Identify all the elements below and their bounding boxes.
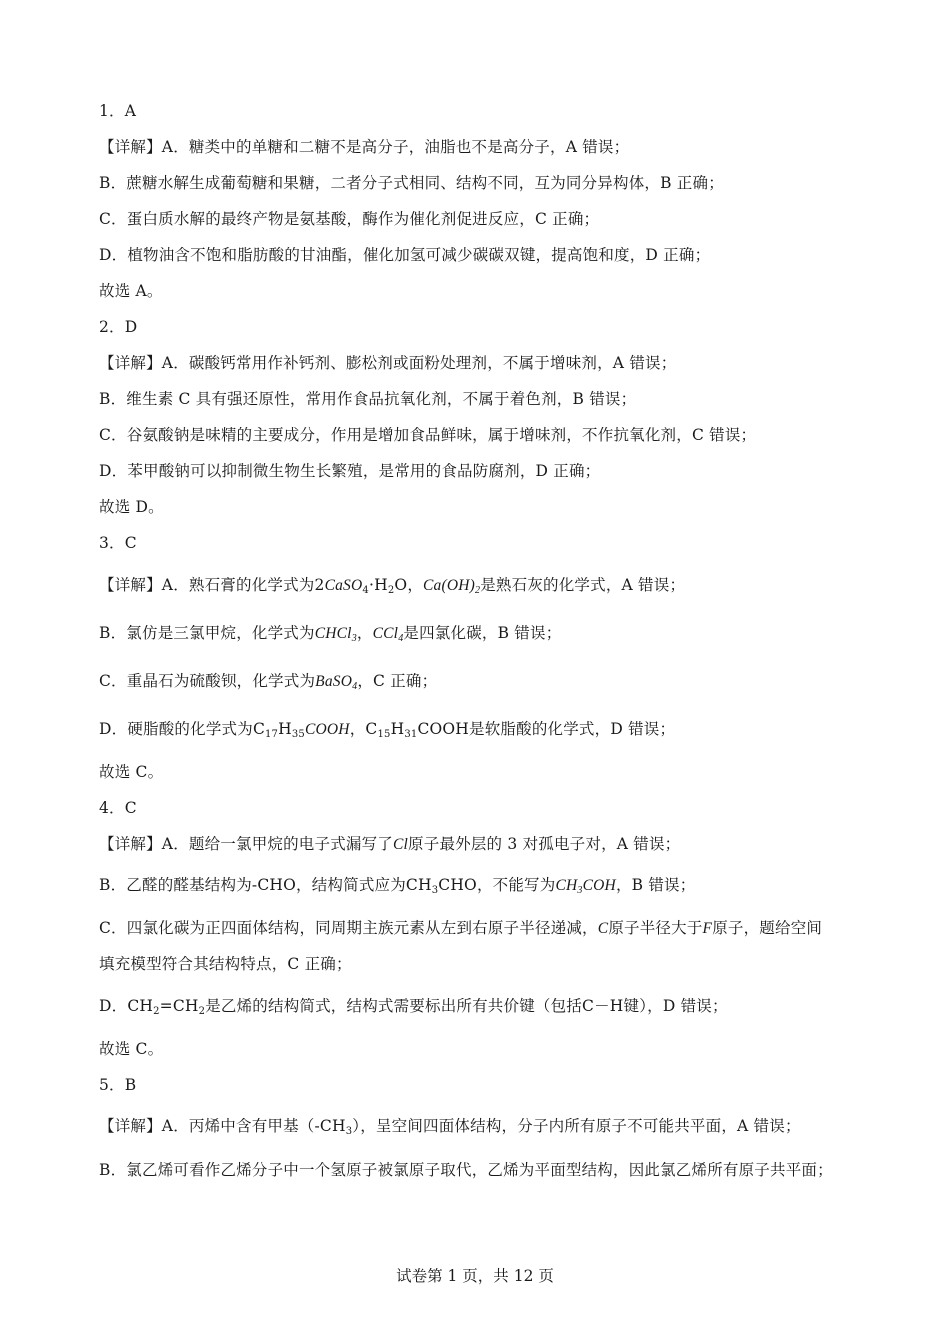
q3-conclusion: 故选 C。 [99, 763, 164, 781]
q4-option-c: C．四氯化碳为正四面体结构，同周期主族元素从左到右原子半径递减，C原子半径大于F原子，题给空间 [99, 919, 823, 937]
formula-baso4: BaSO$_4$ [315, 673, 358, 692]
formula-slaked-lime: $Ca(OH)_2$ [423, 577, 481, 596]
q3-option-d: D．硬脂酸的化学式为$C_{17}H_{35}COOH$，$C_{15}H_{31}COOH$是软脂酸的化学式，D 错误； [99, 720, 676, 740]
symbol-f: F [702, 920, 713, 937]
q2-option-b: B．维生素 C 具有强还原性，常用作食品抗氧化剂，不属于着色剂，B 错误； [99, 390, 637, 408]
q4-option-b: B．乙醛的醛基结构为-CHO，结构简式应为$CH_3CHO$，不能写为$CH_3COH$，B 错误； [99, 876, 696, 896]
q3-option-c: C．重晶石为硫酸钡，化学式为BaSO$_4$，C 正确； [99, 672, 438, 692]
q2-option-c: C．谷氨酸钠是味精的主要成分，作用是增加食品鲜味，属于增味剂，不作抗氧化剂，C 错误； [99, 426, 757, 444]
formula-stearic-acid: $C_{17}H_{35}COOH$ [252, 720, 350, 740]
symbol-c: C [597, 920, 609, 937]
q4-detail-a: 【详解】A．题给一氯甲烷的电子式漏写了Cl原子最外层的 3 对孤电子对，A 错误； [99, 835, 681, 853]
q4-number: 4．C [99, 799, 137, 817]
q3-a-text: 【详解】A．熟石膏的化学式为 [99, 576, 315, 594]
q1-option-c: C．蛋白质水解的最终产物是氨基酸，酶作为催化剂促进反应，C 正确； [99, 210, 600, 228]
q1-number: 1．A [99, 102, 137, 120]
q1-option-b: B．蔗糖水解生成葡萄糖和果糖，二者分子式相同、结构不同，互为同分异构体，B 正确； [99, 174, 724, 192]
q5-option-b: B．氯乙烯可看作乙烯分子中一个氢原子被氯原子取代，乙烯为平面型结构，因此氯乙烯所有原子共平面； [99, 1161, 833, 1179]
q3-detail-a: 【详解】A．熟石膏的化学式为$2CaSO_4\cdot H_2O$，$Ca(OH)_2$是熟石灰的化学式，A 错误； [99, 576, 686, 596]
bond-c-h: C－H [582, 997, 624, 1015]
formula-ccl4: CCl$_4$ [372, 625, 404, 644]
q2-conclusion: 故选 D。 [99, 498, 164, 516]
q1-conclusion: 故选 A。 [99, 282, 163, 300]
q2-detail-a: 【详解】A．碳酸钙常用作补钙剂、膨松剂或面粉处理剂，不属于增味剂，A 错误； [99, 354, 677, 372]
q3-number: 3．C [99, 534, 137, 552]
q4-option-c-cont: 填充模型符合其结构特点，C 正确； [99, 955, 352, 973]
formula-chloroform: CHCl$_3$ [314, 625, 357, 644]
q4-option-d: D．$CH_2=CH_2$是乙烯的结构简式，结构式需要标出所有共价键（包括C－H键），D 错误； [99, 997, 728, 1017]
q2-option-d: D．苯甲酸钠可以抑制微生物生长繁殖，是常用的食品防腐剂，D 正确； [99, 462, 601, 480]
q1-detail-a: 【详解】A．糖类中的单糖和二糖不是高分子，油脂也不是高分子，A 错误； [99, 138, 630, 156]
q2-number: 2．D [99, 318, 138, 336]
symbol-cl: Cl [393, 836, 409, 853]
formula-ethylene: $CH_2=CH_2$ [127, 997, 206, 1017]
q1-option-d: D．植物油含不饱和脂肪酸的甘油酯，催化加氢可减少碳碳双键，提高饱和度，D 正确； [99, 246, 711, 264]
q3-option-b: B．氯仿是三氯甲烷，化学式为CHCl$_3$，CCl$_4$是四氯化碳，B 错误； [99, 624, 562, 644]
formula-gypsum: $2CaSO_4\cdot H_2O$ [314, 576, 408, 596]
q5-detail-a: 【详解】A．丙烯中含有甲基$(-CH_3)$，呈空间四面体结构，分子内所有原子不可能共平面，A 错误； [99, 1117, 801, 1137]
formula-acetaldehyde: $CH_3CHO$ [405, 876, 477, 896]
formula-palmitic-acid: $C_{15}H_{31}COOH$ [365, 720, 470, 740]
q5-number: 5．B [99, 1076, 137, 1094]
page-footer: 试卷第 1 页，共 12 页 [396, 1267, 554, 1285]
formula-wrong-acetaldehyde: $CH_3COH$ [555, 877, 616, 896]
q4-conclusion: 故选 C。 [99, 1040, 164, 1058]
